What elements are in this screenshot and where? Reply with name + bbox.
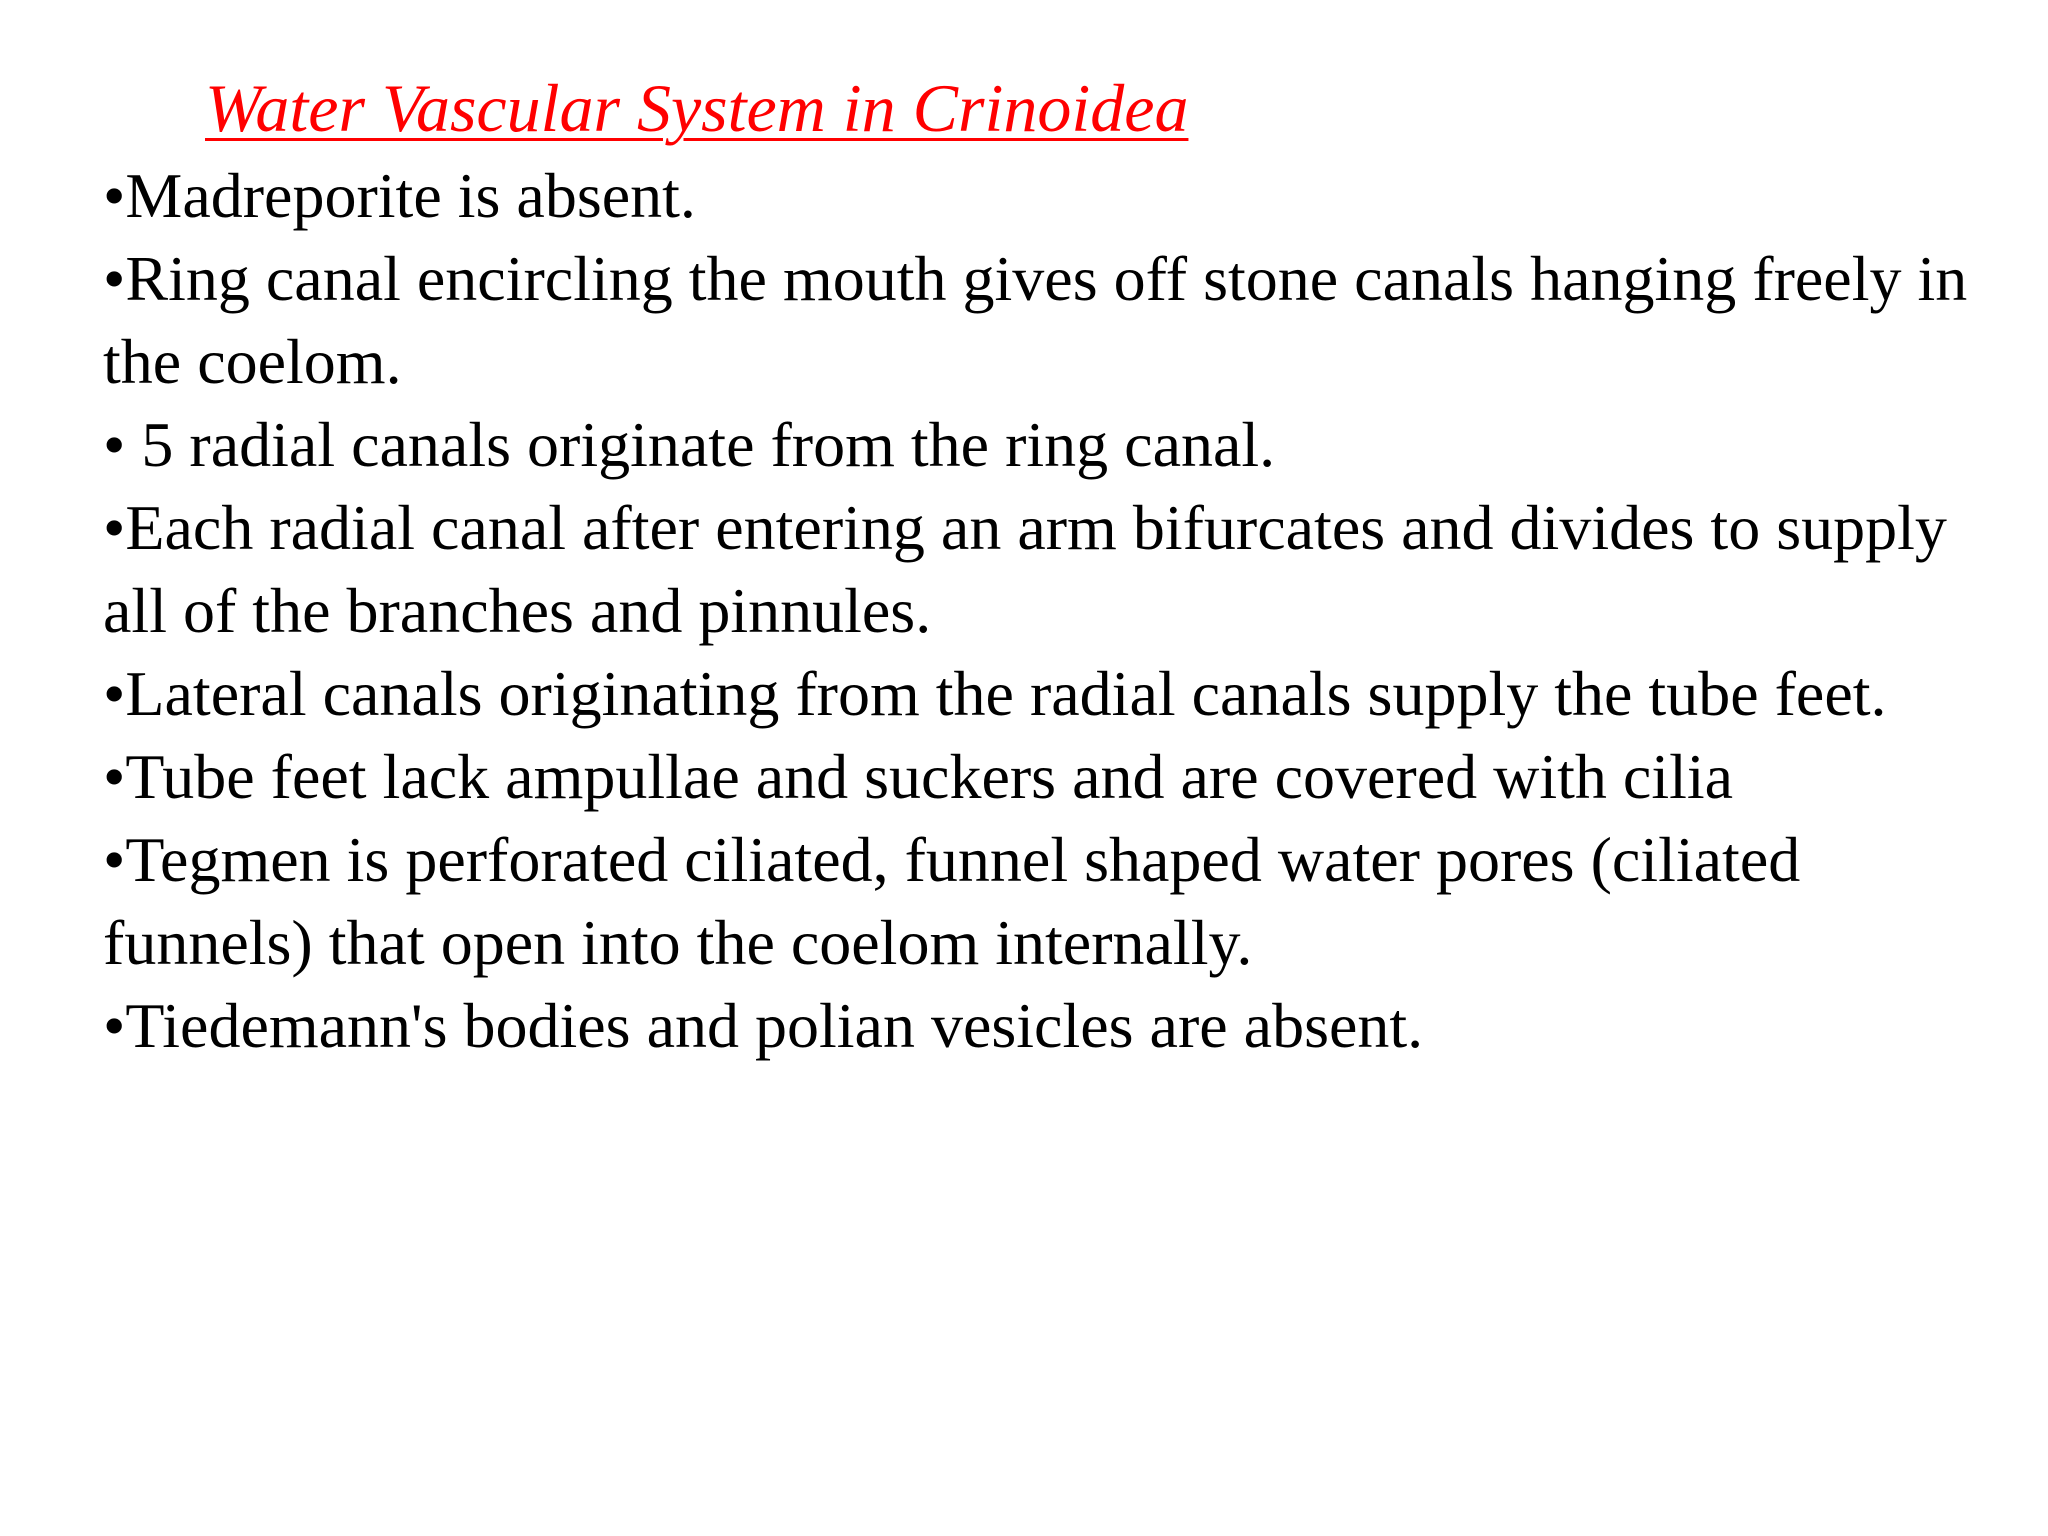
bullet-item: •Madreporite is absent. <box>103 160 696 231</box>
bullet-item: •Lateral canals originating from the radial canals supply the tube feet. <box>103 658 1887 729</box>
bullet-item: •Tiedemann's bodies and polian vesicles are absent. <box>103 990 1424 1061</box>
bullet-list <box>103 154 2003 1067</box>
bullet-item: •Tube feet lack ampullae and suckers and are covered with cilia <box>103 741 1734 812</box>
slide-title: Water Vascular System in Crinoidea <box>205 70 1189 146</box>
bullet-item: •Tegmen is perforated ciliated, funnel shaped water pores (ciliated funnels) that open into the coelom internally. <box>103 824 1801 978</box>
bullet-item: •Each radial canal after entering an arm bifurcates and divides to supply all of the branches and pinnules. <box>103 492 1947 646</box>
bullet-item: •Ring canal encircling the mouth gives off stone canals hanging freely in the coelom. <box>103 243 1968 397</box>
bullet-item: • 5 radial canals originate from the ring canal. <box>103 409 1276 480</box>
